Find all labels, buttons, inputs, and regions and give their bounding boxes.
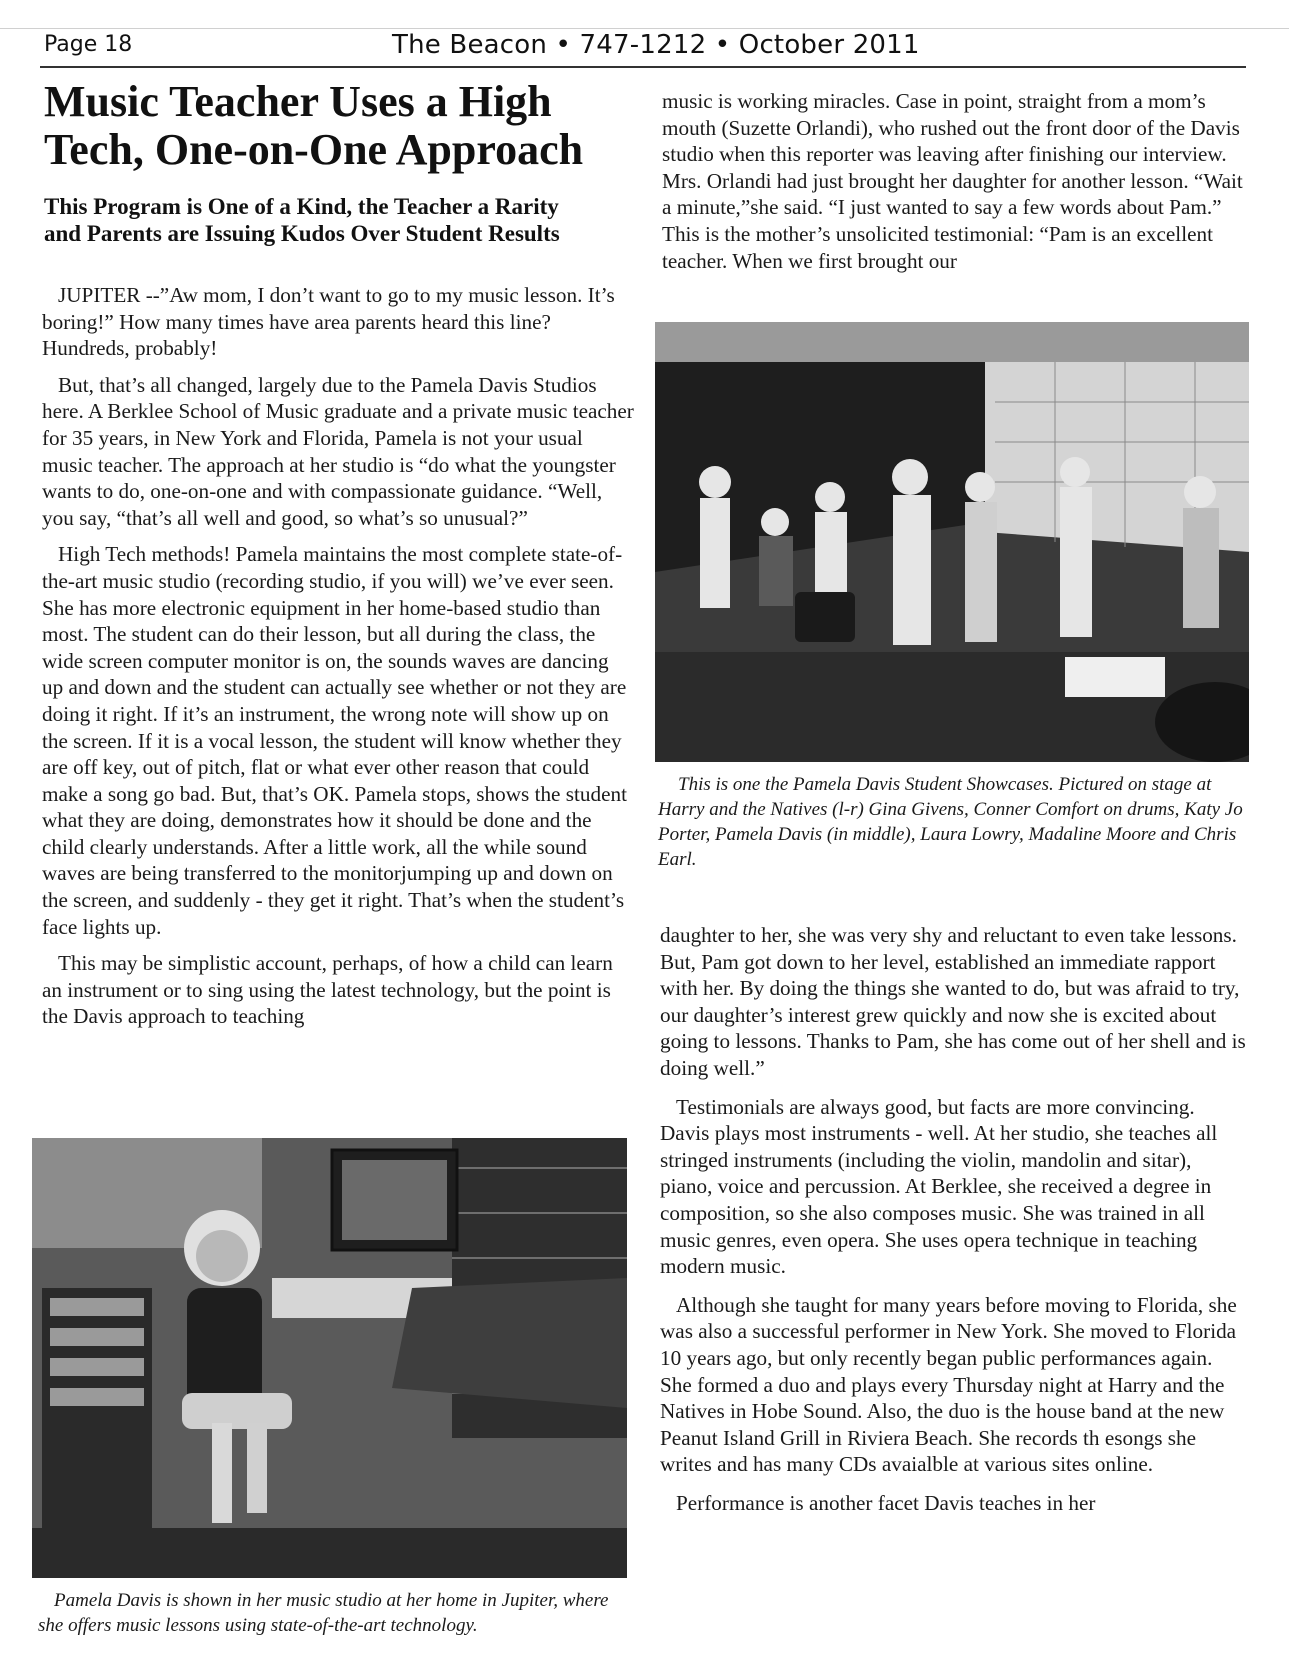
masthead: The Beacon • 747-1212 • October 2011 — [392, 30, 920, 60]
paragraph-jupiter: JUPITER --”Aw mom, I don’t want to go to my music lesson. It’s boring!” How many times have area parents heard this line? Hundreds, probably! — [42, 283, 615, 361]
right-column-bottom — [660, 922, 1246, 1516]
studio-photo-caption: Pamela Davis is shown in her music studio at her home in Jupiter, where she offers music lessons using state-of-the-art technology. — [38, 1590, 609, 1636]
right-column-top — [662, 88, 1250, 274]
paragraph-high-tech: High Tech methods! Pamela maintains the most complete state-of-the-art music studio (recording studio, if you will) we’ve ever seen. She has more electronic equipment in her home-based studio than most. The student can do their lesson, but all during the class, the wide screen computer monitor is on, the sounds waves are dancing up and down and the student can actually see whether or not they are doing it right. If it’s an instrument, the wrong note will show up on the screen. If it is a vocal lesson, the student will know whether they are off key, out of pitch, flat or what ever other reason that could make a song go bad. But, that’s OK. Pamela stops, shows the student what they are doing, demonstrates how it should be done and the child clearly understands. After a little work, all the while sound waves are being transferred to the monitorjumping up and down on the screen, and suddenly - they get it right. That’s when the student’s face lights up. — [42, 542, 627, 939]
page-top-edge — [0, 28, 1289, 29]
paragraph-simplistic-account: This may be simplistic account, perhaps, of how a child can learn an instrument or to sing using the latest technology, but the point is the Davis approach to teaching — [42, 951, 613, 1029]
studio-photo-image — [32, 1138, 627, 1578]
paragraph-florida: Although she taught for many years before moving to Florida, she was also a successful performer in New York. She moved to Florida 10 years ago, but only recently began public performances again. She formed a duo and plays every Thursday night at Harry and the Natives in Hobe Sound. Also, the duo is the house band at the new Peanut Island Grill in Riviera Beach. She records th esongs she writes and has many CDs avaialble at various sites online. — [660, 1292, 1237, 1477]
page-number: Page 18 — [44, 32, 133, 57]
paragraph-testimonials: Testimonials are always good, but facts are more convincing. Davis plays most instruments - well. At her studio, she teaches all stringed instruments (including the violin, mandolin and sitar), piano, voice and percussion. At Berklee, she received a degree in composition, so she also composes music. She was trained in all music genres, even opera. She uses opera technique in teaching modern music. — [660, 1094, 1218, 1279]
article-headline — [44, 78, 644, 174]
article-subhead — [44, 193, 644, 247]
showcase-photo — [655, 322, 1249, 762]
header-rule — [40, 66, 1246, 68]
subhead-line-2: and Parents are Issuing Kudos Over Student Results — [44, 221, 560, 246]
studio-photo — [32, 1138, 627, 1578]
paragraph-working-miracles: music is working miracles. Case in point, straight from a mom’s mouth (Suzette Orlandi), who rushed out the front door of the Davis studio when this reporter was leaving after finishing our interview. Mrs. Orlandi had just brought her daughter for another lesson. “Wait a minute,”she said. “I just wanted to say a few words about Pam.” This is the mother’s unsolicited testimonial: “Pam is an excellent teacher. When we first brought our — [662, 89, 1243, 273]
paragraph-daughter: daughter to her, she was very shy and reluctant to even take lessons. But, Pam got down to her level, established an immediate rapport with her. By doing the things she wanted to do, but was afraid to try, our daughter’s interest grew quickly and now she is excited about going to lessons. Thanks to Pam, she has come out of her shell and is doing well.” — [660, 923, 1246, 1080]
showcase-photo-caption: This is one the Pamela Davis Student Showcases. Pictured on stage at Harry and the Natives (l-r) Gina Givens, Conner Comfort on drums, Katy Jo Porter, Pamela Davis (in middle), Laura Lowry, Madaline Moore and Chris Earl. — [658, 774, 1243, 870]
left-column — [42, 282, 634, 1030]
showcase-photo-image — [655, 322, 1249, 762]
headline-line-1: Music Teacher Uses a High — [44, 77, 552, 126]
paragraph-davis-studios: But, that’s all changed, largely due to the Pamela Davis Studios here. A Berklee School of Music graduate and a private music teacher for 35 years, in New York and Florida, Pamela is not your usual music teacher. The approach at her studio is “do what the youngster wants to do, one-on-one and with compassionate guidance. “Well, you say, “that’s all well and good, so what’s so unusual?” — [42, 372, 634, 530]
subhead-line-1: This Program is One of a Kind, the Teacher a Rarity — [44, 194, 559, 219]
paragraph-performance: Performance is another facet Davis teaches in her — [676, 1490, 1096, 1515]
headline-line-2: Tech, One-on-One Approach — [44, 125, 584, 174]
